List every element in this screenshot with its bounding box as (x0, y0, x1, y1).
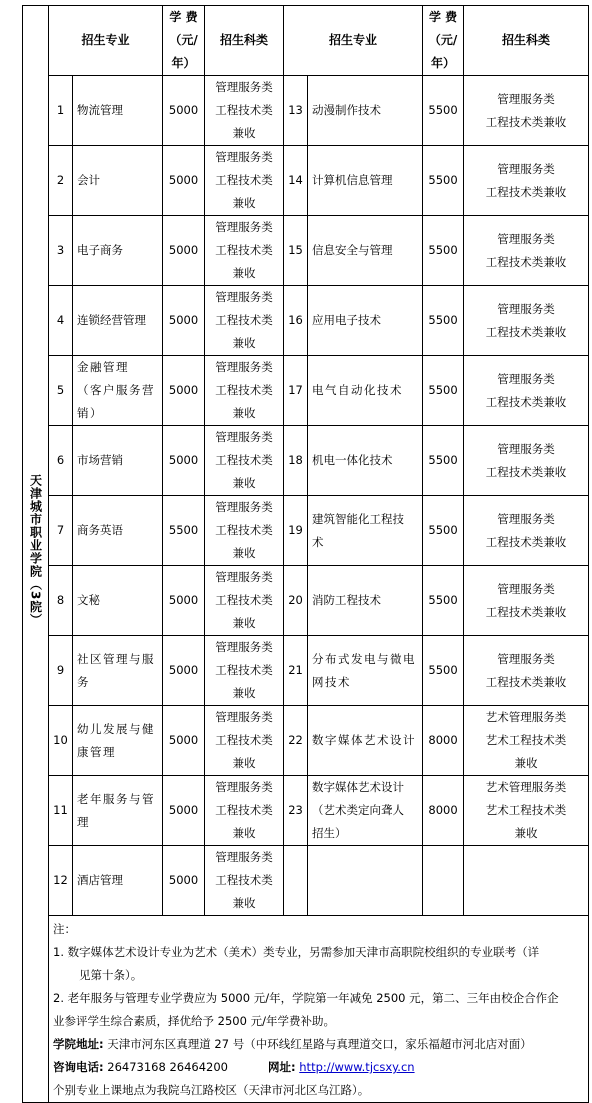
category-line: 工程技术类 (215, 873, 273, 887)
category-line: 管理服务类 (215, 220, 273, 234)
row-number: 16 (284, 286, 308, 356)
row-number: 23 (284, 776, 308, 846)
admission-category (205, 846, 284, 916)
notes-cell (49, 916, 589, 1103)
header-fee-line: （元/ (169, 33, 198, 47)
category-line: 管理服务类 (215, 500, 273, 514)
category-line: 管理服务类 (497, 91, 555, 106)
major-name (308, 496, 423, 566)
note-1: 1. 数字媒体艺术设计专业为艺术（美术）类专业，另需参加天津市高职院校组织的专业联考（详 (53, 945, 540, 959)
major-name-line: 网技术 (312, 674, 352, 689)
note-2: 2. 老年服务与管理专业学费应为 5000 元/年，学院第一年减免 2500 元，第二、三年由校企合作企 (53, 991, 559, 1005)
row-number: 15 (284, 216, 308, 286)
admission-category (205, 216, 284, 286)
major-name-line: 理 (77, 814, 90, 829)
major-name-line: 物流管理 (77, 103, 123, 117)
row-number: 18 (284, 426, 308, 496)
admission-category (464, 846, 589, 916)
category-line: 管理服务类 (215, 150, 273, 164)
category-line: 管理服务类 (497, 301, 555, 316)
tuition-fee: 5500 (423, 146, 464, 216)
table-row (23, 566, 589, 636)
tuition-fee: 5000 (163, 636, 205, 706)
category-line: 工程技术类兼收 (485, 464, 567, 479)
tuition-fee: 5000 (163, 706, 205, 776)
contact-line (53, 1056, 584, 1079)
table-row (23, 636, 589, 706)
admission-category (464, 146, 589, 216)
category-line: 管理服务类 (497, 651, 555, 666)
category-line: 工程技术类兼收 (485, 114, 567, 129)
category-line: 兼收 (232, 546, 256, 560)
table-row (23, 496, 589, 566)
row-number: 12 (49, 846, 73, 916)
admission-category (205, 496, 284, 566)
header-category-right: 招生科类 (464, 6, 589, 76)
category-line: 工程技术类兼收 (485, 324, 567, 339)
major-name-line: 连锁经营管理 (77, 313, 146, 327)
row-number: 8 (49, 566, 73, 636)
table-row (23, 776, 589, 846)
major-name (308, 846, 423, 916)
row-number: 19 (284, 496, 308, 566)
major-name-line: 术 (312, 534, 324, 549)
admission-category (464, 426, 589, 496)
category-line: 兼收 (232, 126, 256, 140)
major-name (73, 356, 163, 426)
tuition-fee: 5500 (423, 496, 464, 566)
category-line: 兼收 (232, 406, 256, 420)
category-line: 工程技术类 (215, 313, 273, 327)
category-line: 管理服务类 (215, 80, 273, 94)
row-number: 14 (284, 146, 308, 216)
major-name-line: 商务英语 (77, 523, 123, 537)
major-name-line: 幼儿发展与健 (77, 721, 155, 736)
category-line: 兼收 (232, 616, 256, 630)
tuition-fee: 5000 (163, 76, 205, 146)
major-name (73, 846, 163, 916)
major-name-line: （客户服务营 (77, 383, 155, 397)
tuition-fee: 5000 (163, 216, 205, 286)
category-line: 兼收 (232, 196, 256, 210)
category-line: 兼收 (232, 266, 256, 280)
category-line: 工程技术类 (215, 523, 273, 537)
major-name-line: 电气自动化技术 (312, 383, 404, 397)
tuition-fee: 5000 (163, 776, 205, 846)
address-label: 学院地址: (53, 1037, 104, 1051)
category-line: 管理服务类 (497, 231, 555, 246)
tuition-fee: 5500 (423, 426, 464, 496)
admission-category (205, 356, 284, 426)
major-name (73, 76, 163, 146)
website-label: 网址: (268, 1060, 296, 1074)
category-line: 管理服务类 (215, 430, 273, 444)
major-name-line: 酒店管理 (77, 873, 123, 887)
address-line (53, 1033, 584, 1056)
category-line: 管理服务类 (497, 441, 555, 456)
row-number: 4 (49, 286, 73, 356)
row-number: 17 (284, 356, 308, 426)
phone-numbers: 26473168 26464200 (103, 1060, 228, 1074)
tuition-fee: 5000 (163, 846, 205, 916)
category-line: 工程技术类 (215, 803, 273, 817)
category-line: 兼收 (232, 336, 256, 350)
tuition-fee: 5000 (163, 286, 205, 356)
major-name (73, 496, 163, 566)
admission-category (205, 566, 284, 636)
major-name (73, 636, 163, 706)
category-line: 兼收 (232, 756, 256, 770)
major-name-line: 动漫制作技术 (312, 103, 382, 117)
tuition-fee (423, 846, 464, 916)
admission-category (464, 496, 589, 566)
note-1-continued: 见第十条）。 (79, 968, 143, 982)
admission-category (205, 776, 284, 846)
tuition-fee: 5500 (423, 636, 464, 706)
row-number: 5 (49, 356, 73, 426)
category-line: 工程技术类 (215, 663, 273, 677)
row-number: 10 (49, 706, 73, 776)
table-row (23, 286, 589, 356)
category-line: 艺术工程技术类 (485, 803, 567, 817)
admission-category (205, 706, 284, 776)
major-name-line: 会计 (77, 173, 100, 187)
row-number: 9 (49, 636, 73, 706)
major-name-line: 机电一体化技术 (312, 453, 393, 467)
category-line: 工程技术类 (215, 453, 273, 467)
category-line: 艺术管理服务类 (485, 780, 567, 794)
table-row (23, 426, 589, 496)
major-name-line: 文秘 (77, 593, 100, 607)
category-line: 兼收 (514, 756, 538, 770)
major-name-line: 康管理 (77, 744, 116, 759)
category-line: 管理服务类 (497, 581, 555, 596)
tuition-fee: 5500 (423, 76, 464, 146)
category-line: 兼收 (514, 826, 538, 840)
table-row (23, 76, 589, 146)
category-line: 兼收 (232, 826, 256, 840)
header-major-right: 招生专业 (284, 6, 423, 76)
header-fee-line: 学 费 (428, 10, 458, 24)
major-name (73, 566, 163, 636)
row-number: 2 (49, 146, 73, 216)
note-2-continued: 业参评学生综合素质，择优给予 2500 元/年学费补助。 (53, 1014, 335, 1028)
category-line: 工程技术类兼收 (485, 534, 567, 549)
major-name-line: 计算机信息管理 (312, 173, 393, 187)
header-category-left: 招生科类 (205, 6, 284, 76)
address-text: 天津市河东区真理道 27 号（中环线红星路与真理道交口，家乐福超市河北店对面） (103, 1037, 532, 1051)
category-line: 管理服务类 (215, 850, 273, 864)
header-row (23, 6, 589, 76)
category-line: 管理服务类 (215, 360, 273, 374)
category-line: 工程技术类 (215, 173, 273, 187)
header-fee-line: 年） (171, 56, 196, 70)
campus-note: 个别专业上课地点为我院乌江路校区（天津市河北区乌江路）。 (53, 1083, 370, 1097)
category-line: 管理服务类 (215, 290, 273, 304)
admission-category (464, 566, 589, 636)
admission-table-page (22, 5, 588, 1103)
row-number: 3 (49, 216, 73, 286)
header-fee-line: 学 费 (169, 10, 198, 24)
category-line: 管理服务类 (215, 640, 273, 654)
category-line: 工程技术类兼收 (485, 184, 567, 199)
admission-category (205, 426, 284, 496)
row-number: 20 (284, 566, 308, 636)
header-fee-line: 年） (431, 56, 456, 70)
major-name-line: 销） (77, 406, 103, 420)
category-line: 工程技术类 (215, 593, 273, 607)
admission-category (464, 286, 589, 356)
row-number: 13 (284, 76, 308, 146)
college-name: 天津城市职业学院（3院） (28, 473, 43, 627)
tuition-fee: 5500 (163, 496, 205, 566)
major-name-line: 市场营销 (77, 453, 123, 467)
category-line: 管理服务类 (215, 780, 273, 794)
category-line: 工程技术类兼收 (485, 254, 567, 269)
tuition-fee: 8000 (423, 706, 464, 776)
major-name-line: 社区管理与服 (77, 651, 155, 666)
category-line: 艺术管理服务类 (485, 710, 567, 724)
major-name (308, 216, 423, 286)
row-number: 1 (49, 76, 73, 146)
table-row (23, 356, 589, 426)
category-line: 工程技术类兼收 (485, 674, 567, 689)
admission-category (205, 76, 284, 146)
tuition-fee: 5000 (163, 146, 205, 216)
tuition-fee: 5500 (423, 566, 464, 636)
major-name-line: （艺术类定向聋人 (312, 803, 405, 817)
category-line: 工程技术类 (215, 733, 273, 747)
category-line: 工程技术类 (215, 383, 273, 397)
major-name-line: 分布式发电与微电 (312, 651, 417, 666)
notes-title: 注： (53, 922, 76, 936)
tuition-fee: 5500 (423, 356, 464, 426)
major-name (308, 76, 423, 146)
row-number (284, 846, 308, 916)
category-line: 管理服务类 (215, 710, 273, 724)
major-name (308, 776, 423, 846)
admission-category (464, 76, 589, 146)
category-line: 兼收 (232, 476, 256, 490)
major-name (73, 426, 163, 496)
major-name (308, 426, 423, 496)
major-name (73, 216, 163, 286)
category-line: 艺术工程技术类 (485, 733, 567, 747)
major-name-line: 务 (77, 674, 90, 689)
major-name-line: 数字媒体艺术设计 (312, 780, 405, 794)
category-line: 工程技术类 (215, 103, 273, 117)
row-number: 11 (49, 776, 73, 846)
row-number: 21 (284, 636, 308, 706)
website-link[interactable]: http://www.tjcsxy.cn (299, 1060, 415, 1074)
major-name (73, 776, 163, 846)
table-row (23, 216, 589, 286)
admission-category (464, 356, 589, 426)
category-line: 管理服务类 (497, 371, 555, 386)
major-name (308, 706, 423, 776)
major-name-line: 应用电子技术 (312, 313, 382, 327)
admission-category (464, 776, 589, 846)
college-name-cell (23, 6, 49, 1103)
table-row (23, 706, 589, 776)
major-name-line: 建筑智能化工程技 (312, 511, 405, 526)
tuition-fee: 5000 (163, 566, 205, 636)
tuition-fee: 5500 (423, 286, 464, 356)
category-line: 管理服务类 (215, 570, 273, 584)
major-name (308, 566, 423, 636)
admission-category (464, 636, 589, 706)
category-line: 工程技术类兼收 (485, 394, 567, 409)
notes-row (23, 916, 589, 1103)
admission-category (205, 286, 284, 356)
row-number: 6 (49, 426, 73, 496)
phone-label: 咨询电话: (53, 1060, 104, 1074)
major-name-line: 金融管理 (77, 360, 129, 374)
header-fee-right (423, 6, 464, 76)
major-name-line: 电子商务 (77, 243, 123, 257)
tuition-fee: 8000 (423, 776, 464, 846)
category-line: 兼收 (232, 896, 256, 910)
category-line: 兼收 (232, 686, 256, 700)
category-line: 工程技术类 (215, 243, 273, 257)
major-name (73, 286, 163, 356)
major-name-line: 消防工程技术 (312, 593, 382, 607)
category-line: 工程技术类兼收 (485, 604, 567, 619)
admission-category (464, 706, 589, 776)
row-number: 7 (49, 496, 73, 566)
tuition-fee: 5000 (163, 356, 205, 426)
category-line: 管理服务类 (497, 511, 555, 526)
tuition-fee: 5500 (423, 216, 464, 286)
header-fee-line: （元/ (428, 33, 458, 47)
header-fee-left (163, 6, 205, 76)
tuition-fee: 5000 (163, 426, 205, 496)
major-name (308, 636, 423, 706)
major-name (308, 286, 423, 356)
table-row (23, 146, 589, 216)
major-name (308, 356, 423, 426)
major-name (73, 146, 163, 216)
row-number: 22 (284, 706, 308, 776)
admission-category (205, 146, 284, 216)
admission-table (22, 5, 589, 1103)
admission-category (205, 636, 284, 706)
header-major-left: 招生专业 (49, 6, 163, 76)
admission-category (464, 216, 589, 286)
major-name-line: 老年服务与管 (77, 791, 155, 806)
table-row (23, 846, 589, 916)
major-name-line: 数字媒体艺术设计 (312, 733, 417, 747)
major-name (308, 146, 423, 216)
major-name-line: 信息安全与管理 (312, 243, 393, 257)
major-name-line: 招生） (312, 826, 347, 840)
major-name (73, 706, 163, 776)
category-line: 管理服务类 (497, 161, 555, 176)
